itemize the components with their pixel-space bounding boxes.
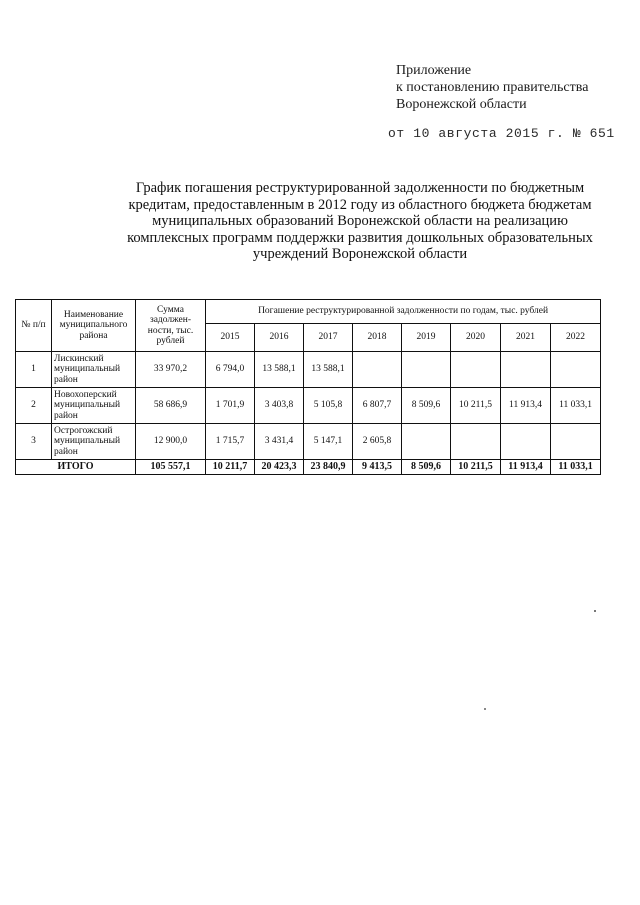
- title-line: График погашения реструктурированной задолженности по бюджетным: [135, 180, 585, 196]
- appendix-header: [396, 62, 588, 113]
- header-sum: Сумма задолжен-ности, тыс. рублей: [136, 300, 206, 352]
- title-line: муниципальных образований Воронежской области на реализацию: [152, 213, 568, 229]
- header-year: 2021: [501, 324, 551, 352]
- row-year-value: 6 794,0: [206, 352, 255, 388]
- header-year: 2020: [451, 324, 501, 352]
- row-year-value: 3 403,8: [255, 388, 304, 424]
- header-repayment-group: Погашение реструктурированной задолженности по годам, тыс. рублей: [206, 300, 601, 324]
- total-debt-sum: 105 557,1: [136, 460, 206, 475]
- header-year: 2022: [551, 324, 601, 352]
- header-year: 2017: [304, 324, 353, 352]
- row-district-name: Новохоперский муниципальный район: [52, 388, 136, 424]
- scan-speck: [484, 708, 486, 710]
- title-line: комплексных программ поддержки развития дошкольных образовательных: [127, 229, 593, 246]
- total-year-value: 23 840,9: [304, 460, 353, 475]
- row-year-value: 8 509,6: [402, 388, 451, 424]
- total-year-value: 10 211,7: [206, 460, 255, 475]
- total-year-value: 9 413,5: [353, 460, 402, 475]
- repayment-schedule-table: [15, 299, 601, 475]
- row-year-value: 10 211,5: [451, 388, 501, 424]
- row-num: 2: [16, 388, 52, 424]
- appendix-line-1: Приложение: [396, 63, 472, 78]
- row-year-value: 2 605,8: [353, 424, 402, 460]
- row-debt-sum: 33 970,2: [136, 352, 206, 388]
- header-year: 2018: [353, 324, 402, 352]
- total-year-value: 11 913,4: [501, 460, 551, 475]
- header-year: 2016: [255, 324, 304, 352]
- document-title: [100, 180, 620, 263]
- row-year-value: 5 147,1: [304, 424, 353, 460]
- appendix-line-3: Воронежской области: [396, 97, 527, 112]
- row-year-value: 11 033,1: [551, 388, 601, 424]
- row-year-value: [551, 352, 601, 388]
- table-row: [16, 424, 601, 460]
- row-year-value: 1 715,7: [206, 424, 255, 460]
- row-year-value: 3 431,4: [255, 424, 304, 460]
- row-year-value: [402, 352, 451, 388]
- total-label: ИТОГО: [16, 460, 136, 475]
- row-year-value: 1 701,9: [206, 388, 255, 424]
- title-line: кредитам, предоставленным в 2012 году из областного бюджета бюджетам: [128, 196, 592, 213]
- row-year-value: [353, 352, 402, 388]
- row-year-value: [501, 424, 551, 460]
- scan-speck: [594, 610, 596, 612]
- header-year: 2015: [206, 324, 255, 352]
- row-year-value: 13 588,1: [255, 352, 304, 388]
- row-year-value: 6 807,7: [353, 388, 402, 424]
- title-line: учреждений Воронежской области: [252, 246, 468, 262]
- row-debt-sum: 58 686,9: [136, 388, 206, 424]
- row-year-value: [451, 352, 501, 388]
- decree-stamp: от 10 августа 2015 г. № 651: [388, 126, 615, 141]
- total-year-value: 20 423,3: [255, 460, 304, 475]
- row-year-value: 5 105,8: [304, 388, 353, 424]
- appendix-line-2: к постановлению правительства: [396, 80, 589, 95]
- total-row: [16, 460, 601, 475]
- total-year-value: 10 211,5: [451, 460, 501, 475]
- header-year: 2019: [402, 324, 451, 352]
- table-row: [16, 352, 601, 388]
- row-year-value: [451, 424, 501, 460]
- table-row: [16, 388, 601, 424]
- header-row: [16, 300, 601, 324]
- header-name: Наименование муниципального района: [52, 300, 136, 352]
- row-year-value: 13 588,1: [304, 352, 353, 388]
- row-num: 3: [16, 424, 52, 460]
- row-district-name: Острогожский муниципальный район: [52, 424, 136, 460]
- row-year-value: 11 913,4: [501, 388, 551, 424]
- total-year-value: 8 509,6: [402, 460, 451, 475]
- row-debt-sum: 12 900,0: [136, 424, 206, 460]
- row-num: 1: [16, 352, 52, 388]
- row-district-name: Лискинский муниципальный район: [52, 352, 136, 388]
- total-year-value: 11 033,1: [551, 460, 601, 475]
- header-num: № п/п: [16, 300, 52, 352]
- row-year-value: [551, 424, 601, 460]
- row-year-value: [402, 424, 451, 460]
- row-year-value: [501, 352, 551, 388]
